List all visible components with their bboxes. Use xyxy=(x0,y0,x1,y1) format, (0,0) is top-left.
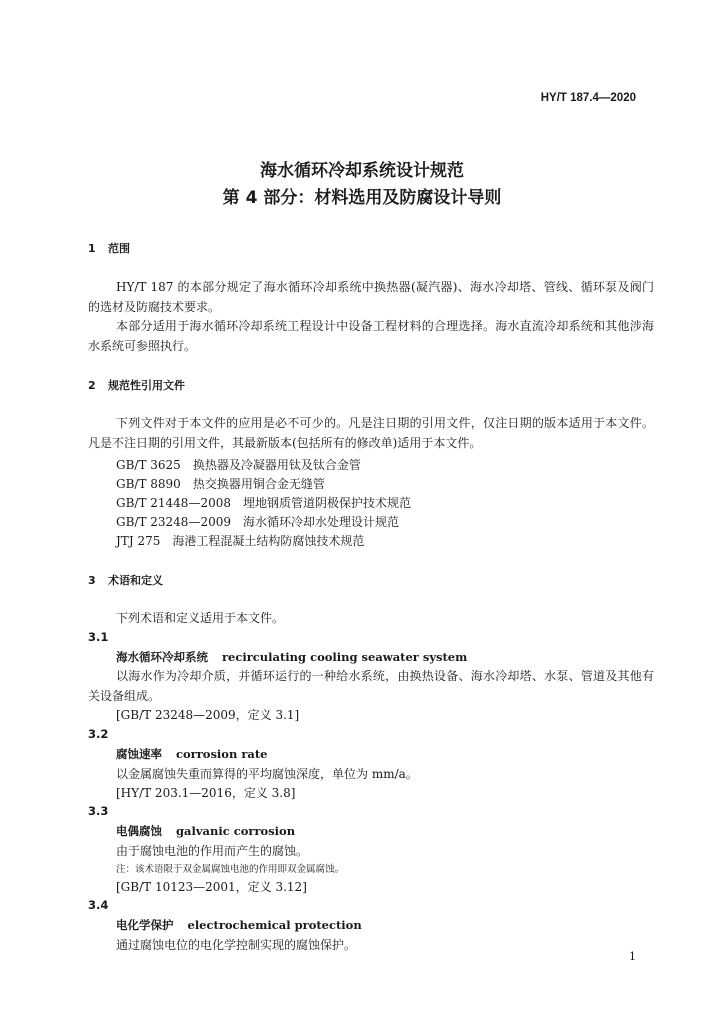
document-subtitle: 第 4 部分：材料选用及防腐设计导则 xyxy=(222,188,502,208)
term-english: galvanic corrosion xyxy=(176,824,296,838)
term-chinese: 腐蚀速率 xyxy=(116,747,162,761)
term-english: recirculating cooling seawater system xyxy=(222,650,468,664)
reference-item xyxy=(116,475,325,492)
section-3-heading xyxy=(88,572,163,588)
section-3-intro: 下列术语和定义适用于本文件。 xyxy=(116,611,285,625)
section-number: 3 xyxy=(88,574,96,587)
reference-item xyxy=(116,532,364,549)
reference-code: JTJ 275 xyxy=(116,534,161,548)
term-chinese: 电偶腐蚀 xyxy=(116,824,162,838)
reference-code: GB/T 3625 xyxy=(116,458,181,472)
reference-title: 换热器及冷凝器用钛及钛合金管 xyxy=(192,458,361,472)
section-2-heading xyxy=(88,377,185,393)
term-definition: 由于腐蚀电池的作用而产生的腐蚀。 xyxy=(116,844,309,858)
term-english: electrochemical protection xyxy=(187,918,362,932)
clause-number: 3.3 xyxy=(88,804,109,818)
term-definition: 以金属腐蚀失重而算得的平均腐蚀深度，单位为 mm/a。 xyxy=(116,767,418,781)
term-heading xyxy=(116,917,362,933)
term-note: 注：该术语限于双金属腐蚀电池的作用即双金属腐蚀。 xyxy=(116,864,345,875)
section-1-paragraph-2: 本部分适用于海水循环冷却系统工程设计中设备工程材料的合理选择。海水直流冷却系统和其他涉海水系统可参照执行。 xyxy=(88,319,654,353)
term-definition: 以海水作为冷却介质，并循环运行的一种给水系统，由换热设备、海水冷却塔、水泵、管道及其他有关设备组成。 xyxy=(88,669,654,703)
reference-code: GB/T 21448—2008 xyxy=(116,496,231,510)
term-source: [GB/T 10123—2001，定义 3.12] xyxy=(116,880,307,894)
section-title: 术语和定义 xyxy=(108,574,163,587)
reference-item xyxy=(116,513,399,530)
term-source: [HY/T 203.1—2016，定义 3.8] xyxy=(116,786,296,800)
section-number: 1 xyxy=(88,242,96,255)
document-title: 海水循环冷却系统设计规范 xyxy=(260,161,464,181)
section-title: 范围 xyxy=(108,242,130,255)
reference-item xyxy=(116,456,361,473)
section-number: 2 xyxy=(88,379,96,392)
section-2-intro: 下列文件对于本文件的应用是必不可少的。凡是注日期的引用文件，仅注日期的版本适用于本文件。凡是不注日期的引用文件，其最新版本(包括所有的修改单)适用于本文件。 xyxy=(88,416,654,450)
section-1-paragraph-1: HY/T 187 的本部分规定了海水循环冷却系统中换热器(凝汽器)、海水冷却塔、管线、循环泵及阀门的选材及防腐技术要求。 xyxy=(88,280,654,314)
reference-title: 海水循环冷却水处理设计规范 xyxy=(242,515,399,529)
clause-number: 3.4 xyxy=(88,898,109,912)
reference-code: GB/T 8890 xyxy=(116,477,181,491)
reference-item xyxy=(116,494,411,511)
section-1-heading xyxy=(88,240,130,256)
term-heading xyxy=(116,823,295,839)
term-definition: 通过腐蚀电位的电化学控制实现的腐蚀保护。 xyxy=(116,938,357,952)
section-title: 规范性引用文件 xyxy=(108,379,185,392)
term-heading xyxy=(116,649,467,665)
reference-title: 埋地钢质管道阴极保护技术规范 xyxy=(242,496,411,510)
term-heading xyxy=(116,746,267,762)
term-english: corrosion rate xyxy=(176,747,268,761)
clause-number: 3.2 xyxy=(88,727,109,741)
reference-title: 海港工程混凝土结构防腐蚀技术规范 xyxy=(172,534,365,548)
clause-number: 3.1 xyxy=(88,630,109,644)
page-number: 1 xyxy=(629,950,636,963)
term-chinese: 海水循环冷却系统 xyxy=(116,650,208,664)
term-source: [GB/T 23248—2009，定义 3.1] xyxy=(116,708,300,722)
reference-title: 热交换器用铜合金无缝管 xyxy=(192,477,325,491)
term-chinese: 电化学保护 xyxy=(116,918,174,932)
reference-code: GB/T 23248—2009 xyxy=(116,515,231,529)
standard-code: HY/T 187.4—2020 xyxy=(540,92,636,104)
